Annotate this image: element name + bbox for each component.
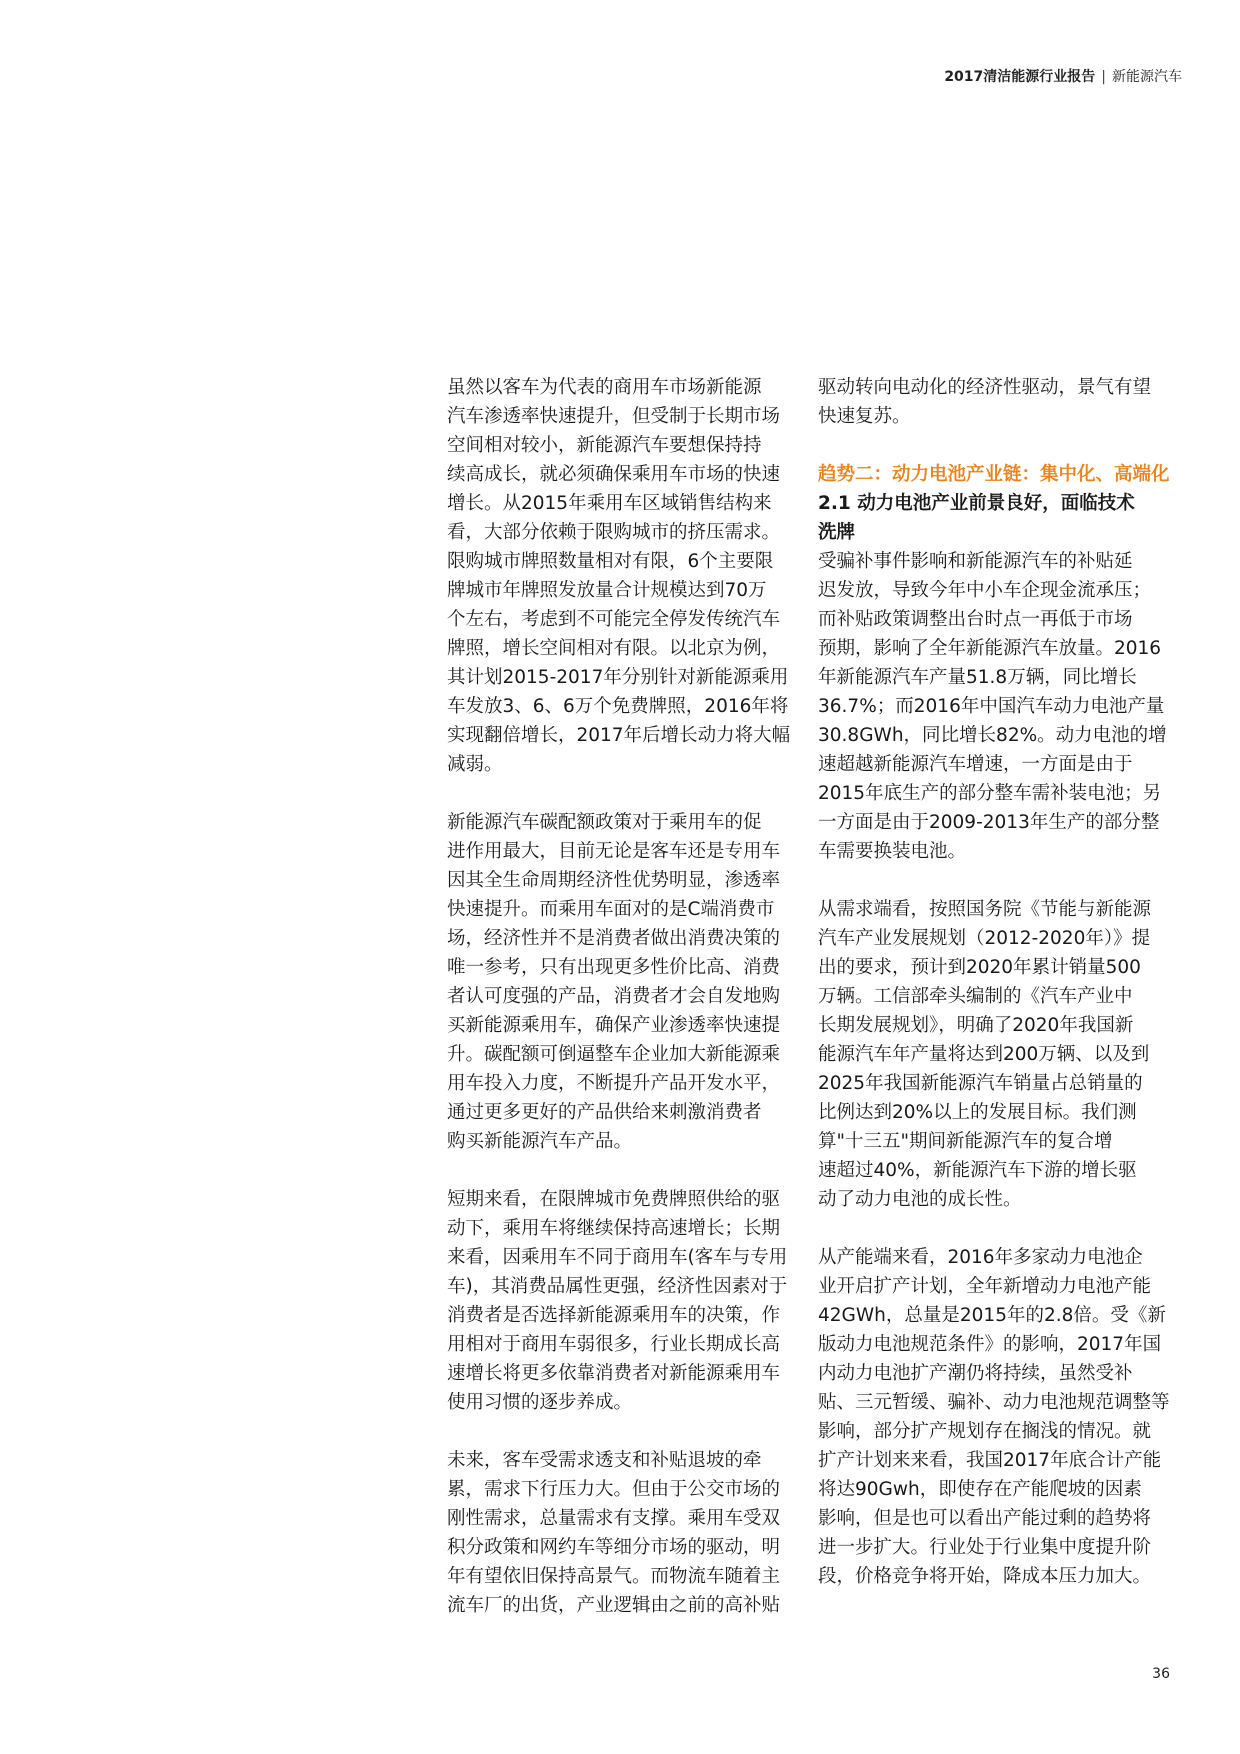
text-line: 长期发展规划》，明确了2020年我国新 [818, 1015, 1134, 1036]
text-line: 看，大部分依赖于限购城市的挤压需求。 [447, 522, 781, 543]
text-line: 减弱。 [447, 754, 503, 775]
text-line: 空间相对较小，新能源汽车要想保持持 [447, 435, 762, 456]
text-line: 比例达到20%以上的发展目标。我们测 [818, 1102, 1137, 1123]
text-line: 刚性需求，总量需求有支撑。乘用车受双 [447, 1508, 781, 1529]
text-line: 速超过40%，新能源汽车下游的增长驱 [818, 1160, 1137, 1181]
text-line: 速增长将更多依靠消费者对新能源乘用车 [447, 1363, 781, 1384]
text-line: 36.7%；而2016年中国汽车动力电池产量 [818, 696, 1165, 717]
paragraph-continuation [818, 373, 1174, 431]
trend-heading: 趋势二：动力电池产业链：集中化、高端化 [818, 464, 1170, 485]
text-line: 实现翻倍增长，2017年后增长动力将大幅 [447, 725, 791, 746]
text-line: 而补贴政策调整出台时点一再低于市场 [818, 609, 1133, 630]
text-line: 内动力电池扩产潮仍将持续，虽然受补 [818, 1363, 1133, 1384]
paragraph [447, 808, 803, 1156]
text-line: 影响，但是也可以看出产能过剩的趋势将 [818, 1508, 1152, 1529]
paragraph [818, 895, 1174, 1214]
text-line: 牌城市年牌照发放量合计规模达到70万 [447, 580, 767, 601]
text-line: 汽车产业发展规划（2012-2020年）》提 [818, 928, 1151, 949]
paragraph [818, 1243, 1174, 1591]
text-line: 年新能源汽车产量51.8万辆，同比增长 [818, 667, 1137, 688]
text-line: 一方面是由于2009-2013年生产的部分整 [818, 812, 1160, 833]
text-line: 其计划2015-2017年分别针对新能源乘用 [447, 667, 789, 688]
text-line: 续高成长，就必须确保乘用车市场的快速 [447, 464, 781, 485]
text-line: 出的要求，预计到2020年累计销量500 [818, 957, 1141, 978]
text-line: 从需求端看，按照国务院《节能与新能源 [818, 899, 1152, 920]
text-line: 唯一参考，只有出现更多性价比高、消费 [447, 957, 781, 978]
subsection-heading: 2.1 动力电池产业前景良好，面临技术 [818, 493, 1135, 514]
text-line: 牌照，增长空间相对有限。以北京为例， [447, 638, 781, 659]
text-line: 车需要换装电池。 [818, 841, 967, 862]
text-line: 2025年我国新能源汽车销量占总销量的 [818, 1073, 1143, 1094]
text-line: 增长。从2015年乘用车区域销售结构来 [447, 493, 772, 514]
text-line: 年有望依旧保持高景气。而物流车随着主 [447, 1566, 781, 1587]
text-line: 预期，影响了全年新能源汽车放量。2016 [818, 638, 1162, 659]
text-line: 快速提升。而乘用车面对的是C端消费市 [447, 899, 775, 920]
text-line: 场，经济性并不是消费者做出消费决策的 [447, 928, 781, 949]
text-line: 用车投入力度，不断提升产品开发水平， [447, 1073, 781, 1094]
text-line: 通过更多更好的产品供给来刺激消费者 [447, 1102, 762, 1123]
text-line: 影响，部分扩产规划存在搁浅的情况。就 [818, 1421, 1152, 1442]
subsection-heading: 洗牌 [818, 522, 856, 543]
text-line: 业开启扩产计划，全年新增动力电池产能 [818, 1276, 1152, 1297]
text-line: 个左右，考虑到不可能完全停发传统汽车 [447, 609, 781, 630]
text-line: 购买新能源汽车产品。 [447, 1131, 633, 1152]
text-line: 2015年底生产的部分整车需补装电池；另 [818, 783, 1162, 804]
paragraph [447, 1185, 803, 1417]
text-line: 速超越新能源汽车增速，一方面是由于 [818, 754, 1133, 775]
text-line: 驱动转向电动化的经济性驱动，景气有望 [818, 377, 1152, 398]
text-line: 受骗补事件影响和新能源汽车的补贴延 [818, 551, 1133, 572]
text-line: 42GWh，总量是2015年的2.8倍。受《新 [818, 1305, 1166, 1326]
text-line: 迟发放，导致今年中小车企现金流承压； [818, 580, 1152, 601]
text-line: 30.8GWh，同比增长82%。动力电池的增 [818, 725, 1167, 746]
header-separator: | [1101, 69, 1106, 85]
text-line: 从产能端来看，2016年多家动力电池企 [818, 1247, 1143, 1268]
text-line: 累，需求下行压力大。但由于公交市场的 [447, 1479, 781, 1500]
text-line: 来看，因乘用车不同于商用车(客车与专用 [447, 1247, 788, 1268]
text-line: 车发放3、6、6万个免费牌照，2016年将 [447, 696, 789, 717]
paragraph [447, 1446, 803, 1620]
report-title: 2017清洁能源行业报告 [944, 69, 1096, 85]
text-line: 进作用最大，目前无论是客车还是专用车 [447, 841, 781, 862]
section-name: 新能源汽车 [1112, 69, 1182, 85]
text-line: 者认可度强的产品，消费者才会自发地购 [447, 986, 781, 1007]
text-line: 因其全生命周期经济性优势明显，渗透率 [447, 870, 781, 891]
paragraph [818, 547, 1174, 866]
left-column [447, 373, 803, 1649]
text-line: 贴、三元暂缓、骗补、动力电池规范调整等 [818, 1392, 1170, 1413]
text-line: 消费者是否选择新能源乘用车的决策，作 [447, 1305, 781, 1326]
text-line: 积分政策和网约车等细分市场的驱动，明 [447, 1537, 781, 1558]
text-line: 用相对于商用车弱很多，行业长期成长高 [447, 1334, 781, 1355]
text-line: 动下，乘用车将继续保持高速增长；长期 [447, 1218, 781, 1239]
text-line: 车)，其消费品属性更强，经济性因素对于 [447, 1276, 788, 1297]
text-line: 进一步扩大。行业处于行业集中度提升阶 [818, 1537, 1152, 1558]
text-line: 未来，客车受需求透支和补贴退坡的牵 [447, 1450, 762, 1471]
page-number: 36 [1152, 1666, 1170, 1682]
text-line: 升。碳配额可倒逼整车企业加大新能源乘 [447, 1044, 781, 1065]
text-line: 算"十三五"期间新能源汽车的复合增 [818, 1131, 1113, 1152]
text-line: 段，价格竞争将开始，降成本压力加大。 [818, 1566, 1152, 1587]
text-line: 短期来看，在限牌城市免费牌照供给的驱 [447, 1189, 781, 1210]
text-line: 新能源汽车碳配额政策对于乘用车的促 [447, 812, 762, 833]
text-line: 扩产计划来来看，我国2017年底合计产能 [818, 1450, 1162, 1471]
paragraph [447, 373, 803, 779]
running-header [944, 66, 1182, 86]
text-line: 流车厂的出货，产业逻辑由之前的高补贴 [447, 1595, 781, 1616]
text-line: 能源汽车年产量将达到200万辆、以及到 [818, 1044, 1150, 1065]
text-line: 快速复苏。 [818, 406, 911, 427]
text-line: 使用习惯的逐步养成。 [447, 1392, 633, 1413]
text-line: 限购城市牌照数量相对有限，6个主要限 [447, 551, 774, 572]
text-line: 买新能源乘用车，确保产业渗透率快速提 [447, 1015, 781, 1036]
text-line: 汽车渗透率快速提升，但受制于长期市场 [447, 406, 781, 427]
text-line: 动了动力电池的成长性。 [818, 1189, 1022, 1210]
text-line: 将达90Gwh，即使存在产能爬坡的因素 [818, 1479, 1142, 1500]
text-line: 版动力电池规范条件》的影响，2017年国 [818, 1334, 1162, 1355]
text-line: 万辆。工信部牵头编制的《汽车产业中 [818, 986, 1133, 1007]
right-column [818, 373, 1174, 1620]
text-line: 虽然以客车为代表的商用车市场新能源 [447, 377, 762, 398]
